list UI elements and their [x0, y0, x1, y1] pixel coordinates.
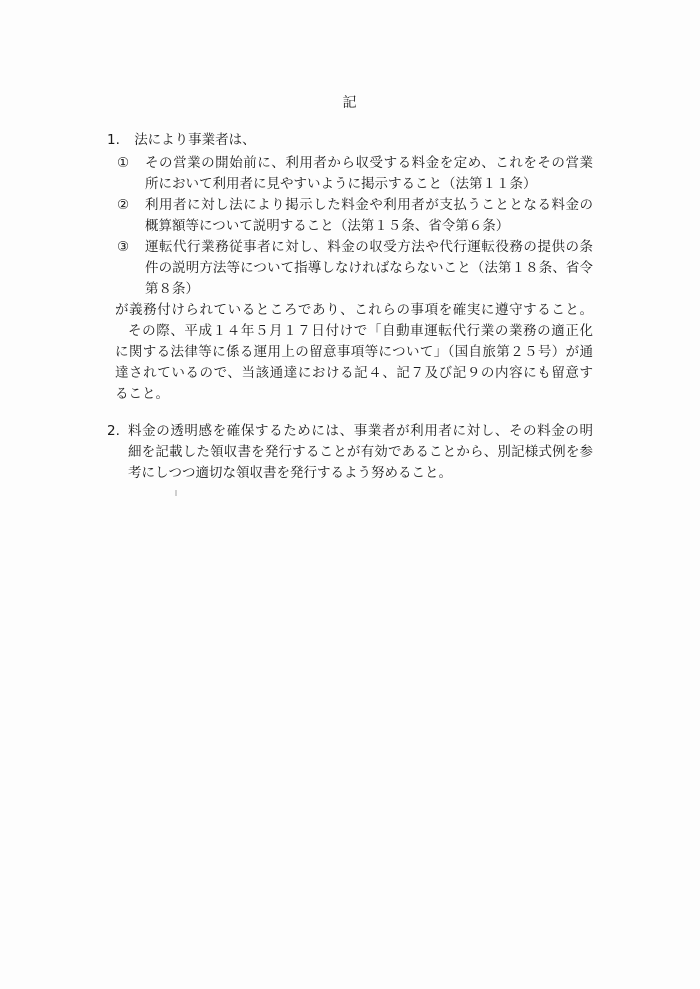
section-2-line-1: 料金の透明感を確保するためには、事業者が利用者に対し、その料金の明	[128, 423, 593, 439]
item-3-marker: ③	[117, 239, 130, 255]
note-line-1: その際、平成１４年５月１７日付けで「自動車運転代行業の業務の適正化	[128, 323, 593, 339]
item-3-line-2: 件の説明方法等について指導しなければならないこと（法第１８条、省令	[145, 260, 593, 276]
item-2-line-2: 概算額等について説明すること（法第１５条、省令第６条）	[145, 218, 510, 234]
item-2-line-1: 利用者に対し法により掲示した料金や利用者が支払うこととなる料金の	[145, 197, 593, 213]
note-line-2: に関する法律等に係る運用上の留意事項等について」（国自旅第２５号）が通	[115, 344, 593, 360]
item-1-line-1: その営業の開始前に、利用者から収受する料金を定め、これをその営業	[145, 155, 593, 171]
note-line-4: ること。	[115, 386, 169, 402]
item-3-line-3: 第８条）	[145, 281, 199, 297]
item-1-line-2: 所において利用者に見やすいように掲示すること（法第１１条）	[145, 176, 537, 192]
item-2-marker: ②	[117, 197, 130, 213]
section-2-line-2: 細を記載した領収書を発行することが有効であることから、別記様式例を参	[128, 444, 593, 460]
note-line-3: 達されているので、当該通達における記４、記７及び記９の内容にも留意す	[115, 365, 593, 381]
section-1-number: 1.	[107, 132, 120, 148]
section-2-line-3: 考にしつつ適切な領収書を発行するよう努めること。	[128, 465, 452, 481]
section-2-number: 2.	[107, 423, 120, 439]
section-1-intro: 法により事業者は、	[134, 132, 256, 148]
section-1-conclusion: が義務付けられているところであり、これらの事項を確実に遵守すること。	[115, 302, 593, 318]
item-1-marker: ①	[117, 155, 130, 171]
scan-speck	[175, 490, 177, 496]
section-1-header	[107, 130, 256, 150]
item-3-line-1: 運転代行業務従事者に対し、料金の収受方法や代行運転役務の提供の条	[145, 239, 593, 255]
document-heading: 記	[342, 95, 358, 111]
